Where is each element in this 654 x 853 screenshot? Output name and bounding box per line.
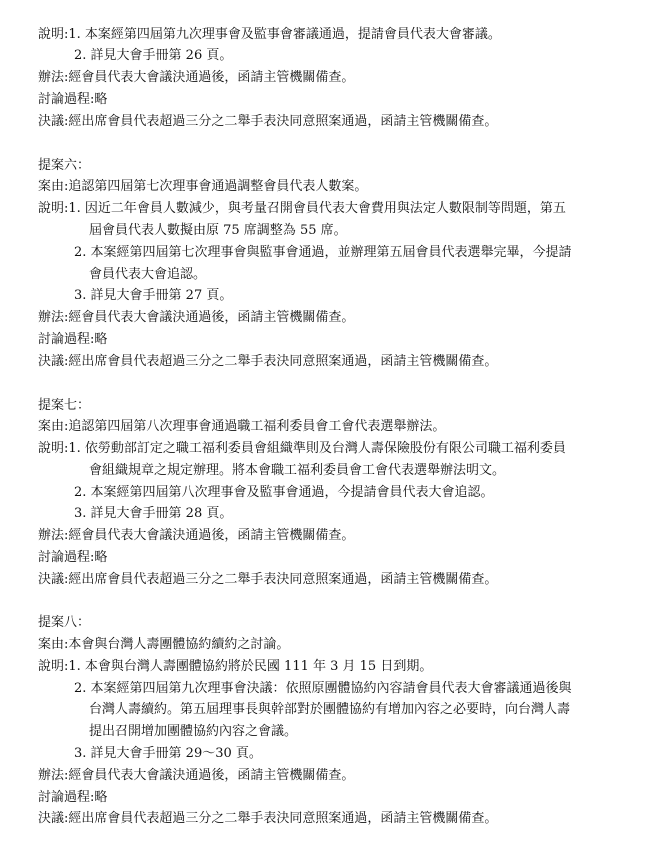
proposal-8-explanation-1: 說明:1. 本會與台灣人壽團體協約將於民國 111 年 3 月 15 日到期。 xyxy=(38,659,433,674)
resolution-line: 決議:經出席會員代表超過三分之二舉手表決同意照案通過，函請主管機關備查。 xyxy=(38,114,498,129)
proposal-7-explanation-3: 3. 詳見大會手冊第 28 頁。 xyxy=(74,506,233,521)
method-line: 辦法:經會員代表大會議決通過後，函請主管機關備查。 xyxy=(38,70,355,85)
proposal-6-heading: 提案六： xyxy=(38,158,91,173)
proposal-7-explanation-1-cont: 會組織規章之規定辦理。將本會職工福利委員會工會代表選舉辦法明文。 xyxy=(89,463,506,478)
proposal-6-resolution: 決議:經出席會員代表超過三分之二舉手表決同意照案通過，函請主管機關備查。 xyxy=(38,354,498,369)
proposal-6-explanation-2-cont: 會員代表大會追認。 xyxy=(89,267,207,282)
proposal-8-discussion: 討論過程:略 xyxy=(38,790,108,805)
proposal-8-resolution: 決議:經出席會員代表超過三分之二舉手表決同意照案通過，函請主管機關備查。 xyxy=(38,811,498,826)
explanation-item-1: 說明:1. 本案經第四屆第九次理事會及監事會審議通過，提請會員代表大會審議。 xyxy=(38,27,501,42)
proposal-7-method: 辦法:經會員代表大會議決通過後，函請主管機關備查。 xyxy=(38,528,355,543)
proposal-7-explanation-1: 說明:1. 依勞動部訂定之職工福利委員會組織準則及台灣人壽保險股份有限公司職工福利委員 xyxy=(38,441,566,456)
discussion-line: 討論過程:略 xyxy=(38,92,108,107)
proposal-7-resolution: 決議:經出席會員代表超過三分之二舉手表決同意照案通過，函請主管機關備查。 xyxy=(38,572,498,587)
proposal-7-cause: 案由:追認第四屆第八次理事會通過職工福利委員會工會代表選舉辦法。 xyxy=(38,419,446,434)
proposal-7-discussion: 討論過程:略 xyxy=(38,550,108,565)
proposal-6-explanation-1-cont: 屆會員代表人數擬由原 75 席調整為 55 席。 xyxy=(89,223,347,238)
proposal-7-explanation-2: 2. 本案經第四屆第八次理事會及監事會通過，今提請會員代表大會追認。 xyxy=(74,485,494,500)
proposal-6-cause: 案由:追認第四屆第七次理事會通過調整會員代表人數案。 xyxy=(38,179,368,194)
proposal-6-discussion: 討論過程:略 xyxy=(38,332,108,347)
proposal-8-explanation-2-cont: 台灣人壽續約。第五屆理事長與幹部對於團體協約有增加內容之必要時，向台灣人壽 xyxy=(89,702,571,717)
proposal-8-method: 辦法:經會員代表大會議決通過後，函請主管機關備查。 xyxy=(38,768,355,783)
proposal-6-explanation-2: 2. 本案經第四屆第七次理事會與監事會通過，並辦理第五屆會員代表選舉完畢，今提請 xyxy=(74,245,572,260)
proposal-6-explanation-3: 3. 詳見大會手冊第 27 頁。 xyxy=(74,288,233,303)
proposal-6-method: 辦法:經會員代表大會議決通過後，函請主管機關備查。 xyxy=(38,310,355,325)
proposal-8-cause: 案由:本會與台灣人壽團體協約續約之討論。 xyxy=(38,637,290,652)
proposal-7-heading: 提案七： xyxy=(38,398,91,413)
explanation-item-2: 2. 詳見大會手冊第 26 頁。 xyxy=(74,48,233,63)
proposal-8-heading: 提案八： xyxy=(38,615,91,630)
proposal-8-explanation-2-cont-2: 提出召開增加團體協約內容之會議。 xyxy=(89,724,298,739)
proposal-6-explanation-1: 說明:1. 因近二年會員人數減少，與考量召開會員代表大會費用與法定人數限制等問題，第五 xyxy=(38,201,566,216)
proposal-8-explanation-2: 2. 本案經第四屆第九次理事會決議：依照原團體協約內容請會員代表大會審議通過後與 xyxy=(74,681,572,696)
proposal-8-explanation-3: 3. 詳見大會手冊第 29～30 頁。 xyxy=(74,746,262,761)
